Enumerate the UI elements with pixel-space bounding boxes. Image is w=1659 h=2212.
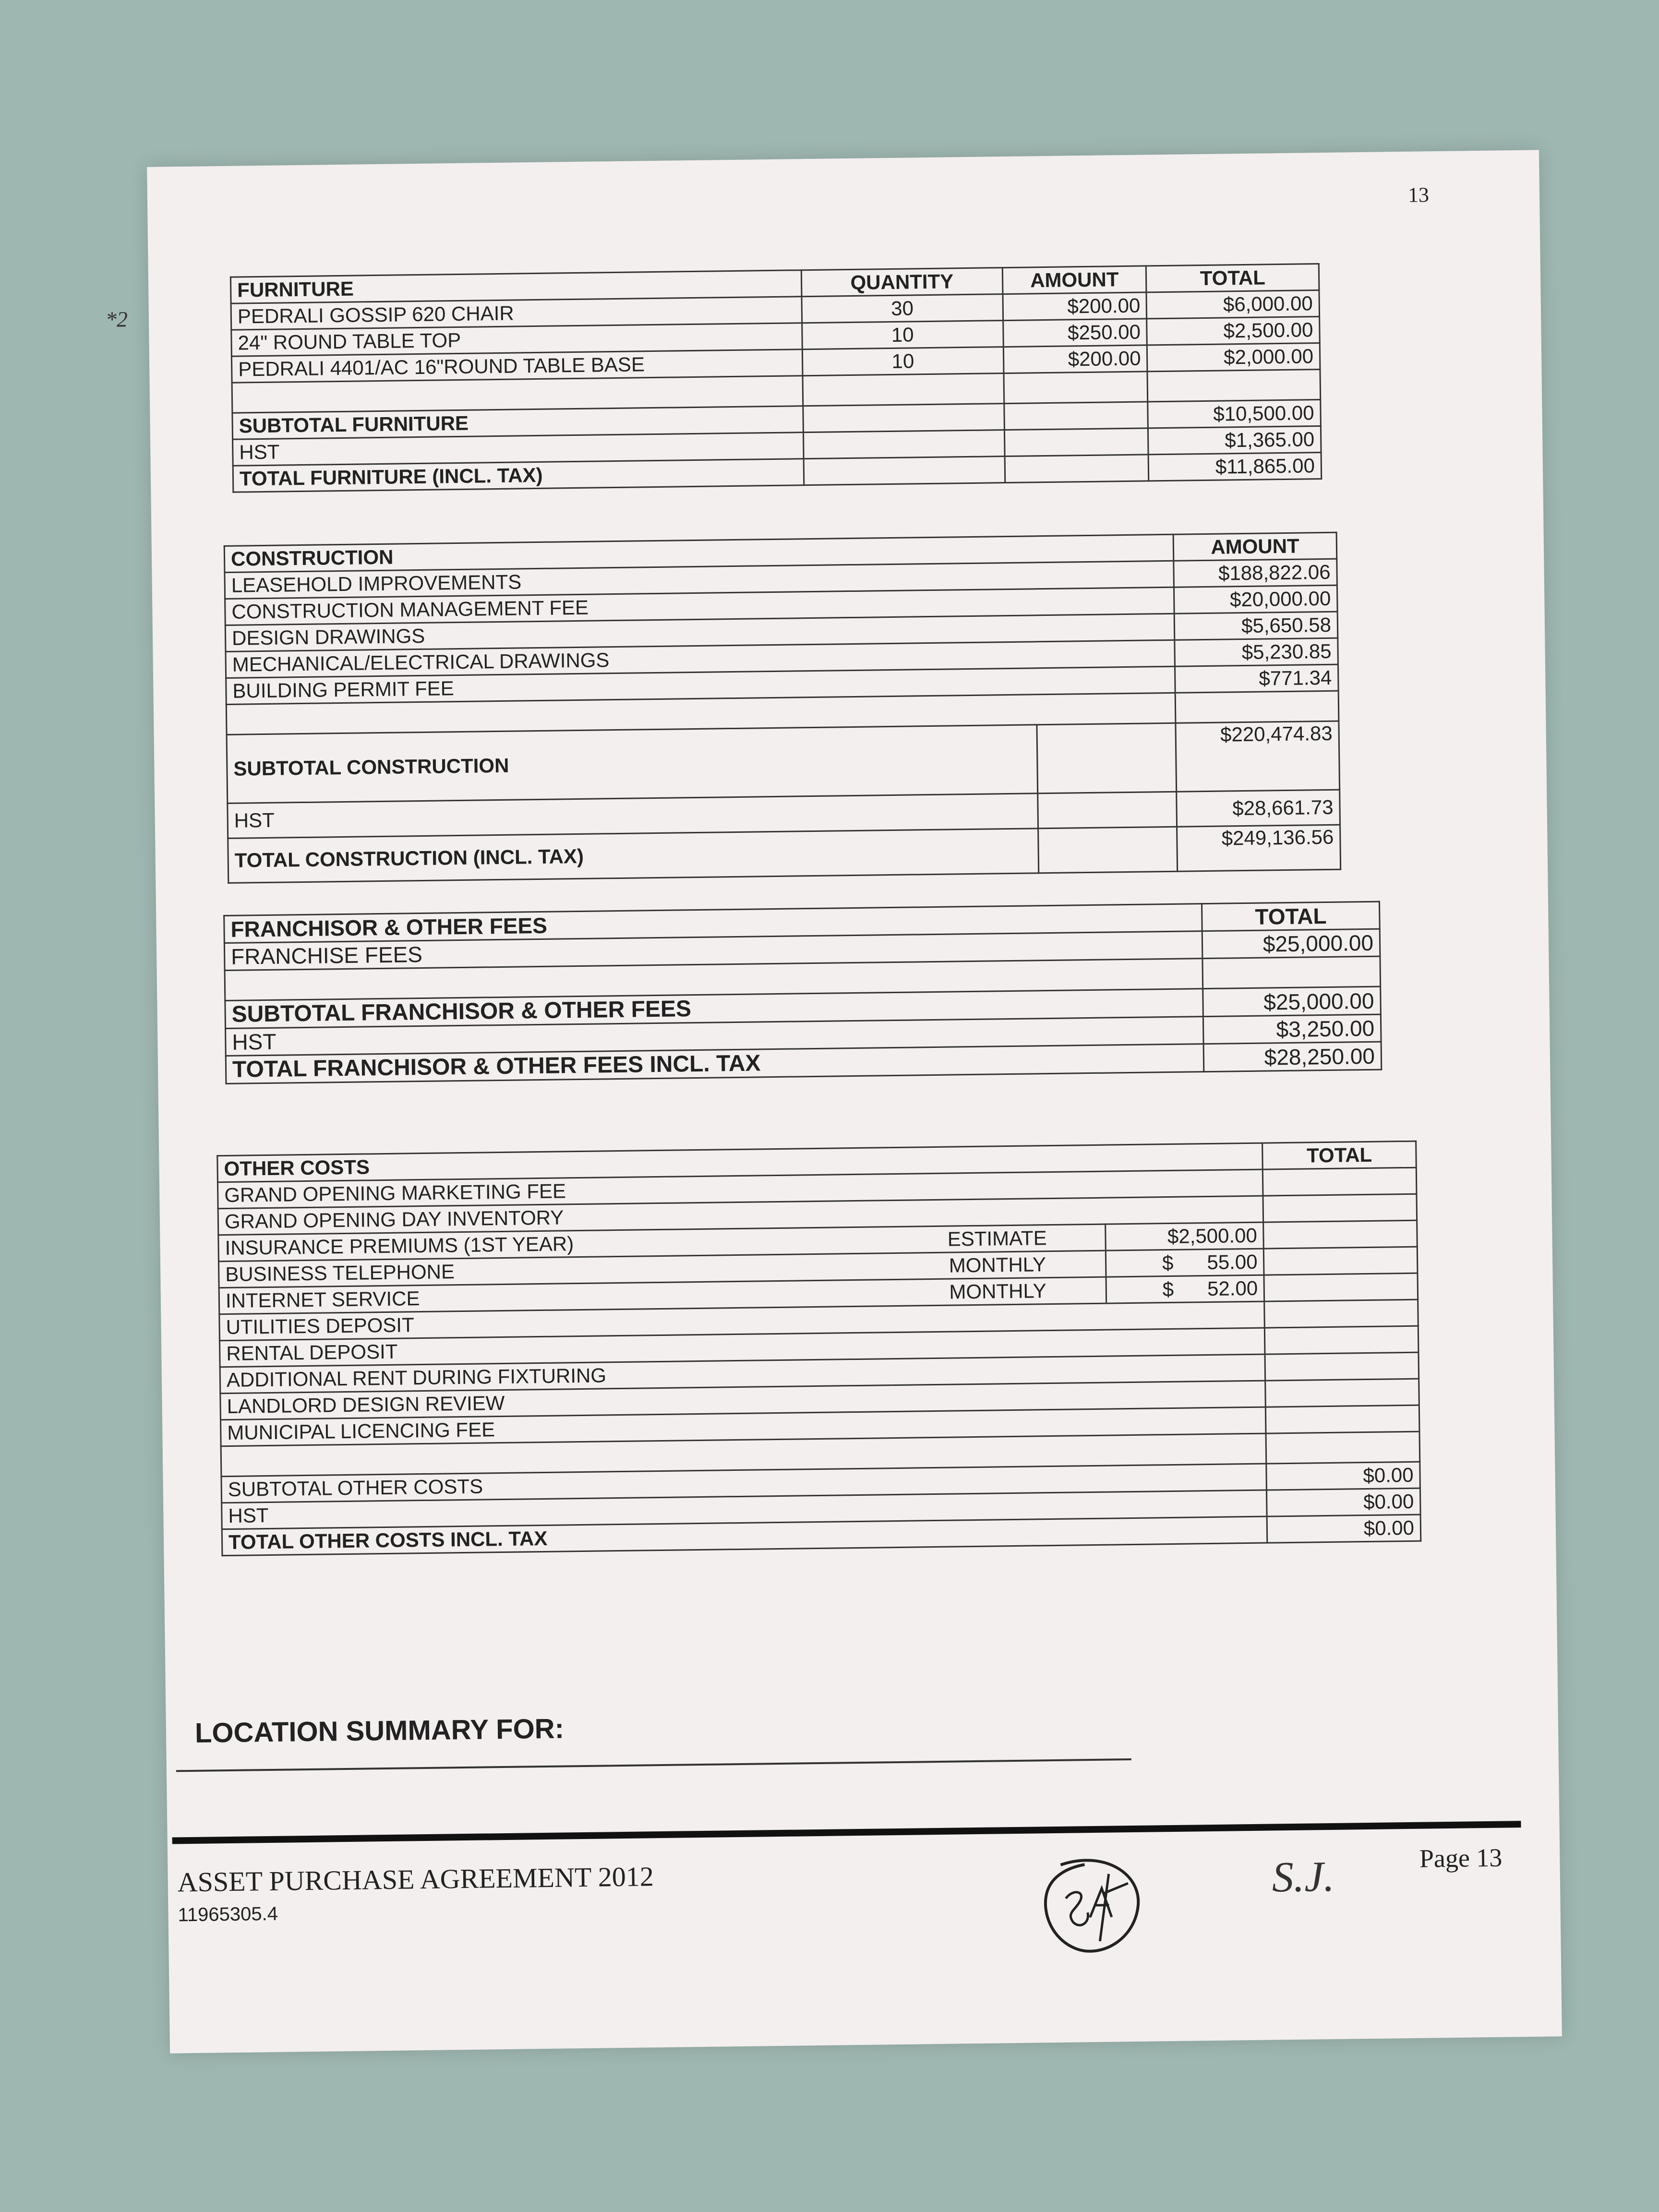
total-label: TOTAL FRANCHISOR & OTHER FEES INCL. TAX bbox=[226, 1044, 1204, 1084]
subtotal-value: $0.00 bbox=[1266, 1462, 1420, 1490]
subtotal-value: $25,000.00 bbox=[1203, 986, 1381, 1017]
construction-header: CONSTRUCTION bbox=[224, 534, 1174, 572]
item-quantity: 10 bbox=[802, 321, 1003, 349]
hst-label: HST bbox=[233, 433, 804, 466]
hst-label: HST bbox=[222, 1490, 1267, 1529]
page-number: 13 bbox=[1407, 183, 1430, 207]
subtotal-label: SUBTOTAL OTHER COSTS bbox=[221, 1464, 1267, 1503]
item-name: ADDITIONAL RENT DURING FIXTURING bbox=[220, 1354, 1265, 1394]
handwritten-initials: S.J. bbox=[1272, 1852, 1335, 1901]
item-name: FRANCHISE FEES bbox=[224, 931, 1202, 971]
item-amount: $771.34 bbox=[1175, 664, 1338, 693]
total-value: $0.00 bbox=[1267, 1515, 1421, 1543]
total-label: TOTAL OTHER COSTS INCL. TAX bbox=[222, 1516, 1267, 1556]
handwritten-initials-seal bbox=[1032, 1845, 1148, 1961]
franchisor-header: FRANCHISOR & OTHER FEES bbox=[224, 904, 1202, 943]
total-label: TOTAL CONSTRUCTION (INCL. TAX) bbox=[228, 829, 1039, 883]
document-page bbox=[105, 150, 1562, 2053]
furniture-table bbox=[230, 263, 1322, 493]
item-name: INSURANCE PREMIUMS (1ST YEAR) bbox=[218, 1227, 890, 1262]
construction-table bbox=[224, 532, 1341, 884]
hst-value: $3,250.00 bbox=[1203, 1014, 1381, 1044]
item-quantity: 30 bbox=[802, 294, 1003, 323]
item-total: $2,000.00 bbox=[1147, 343, 1320, 372]
total-value: $28,250.00 bbox=[1203, 1042, 1381, 1072]
item-total: $6,000.00 bbox=[1146, 290, 1319, 319]
item-value: $2,500.00 bbox=[1105, 1222, 1263, 1250]
total-header: TOTAL bbox=[1146, 264, 1319, 292]
item-name: GRAND OPENING MARKETING FEE bbox=[217, 1169, 1263, 1209]
item-name: CONSTRUCTION MANAGEMENT FEE bbox=[225, 587, 1175, 625]
item-name: RENTAL DEPOSIT bbox=[219, 1328, 1265, 1367]
footer-page-number: Page 13 bbox=[1419, 1843, 1503, 1873]
total-header: TOTAL bbox=[1202, 902, 1380, 931]
hst-label: HST bbox=[228, 793, 1038, 839]
item-name: DESIGN DRAWINGS bbox=[225, 613, 1175, 651]
document-id: 11965305.4 bbox=[178, 1903, 278, 1926]
total-value: $11,865.00 bbox=[1149, 453, 1322, 481]
item-name: PEDRALI GOSSIP 620 CHAIR bbox=[231, 297, 802, 330]
item-amount: $200.00 bbox=[1003, 345, 1147, 373]
item-amount: $5,650.58 bbox=[1174, 612, 1337, 640]
other-costs-table bbox=[216, 1141, 1421, 1556]
item-amount: $188,822.06 bbox=[1174, 559, 1337, 587]
item-note: MONTHLY bbox=[890, 1250, 1106, 1279]
item-name: BUILDING PERMIT FEE bbox=[226, 666, 1176, 704]
item-amount: $5,230.85 bbox=[1175, 638, 1338, 666]
item-amount: $20,000.00 bbox=[1174, 585, 1337, 613]
item-name: INTERNET SERVICE bbox=[219, 1280, 890, 1314]
item-name: LANDLORD DESIGN REVIEW bbox=[220, 1381, 1266, 1420]
hst-value: $1,365.00 bbox=[1148, 426, 1321, 455]
item-name: BUSINESS TELEPHONE bbox=[218, 1253, 890, 1288]
location-summary-label: LOCATION SUMMARY FOR: bbox=[194, 1713, 565, 1749]
item-value: $ 55.00 bbox=[1106, 1249, 1264, 1277]
handwritten-annotation: *2 bbox=[105, 307, 128, 332]
other-costs-header: OTHER COSTS bbox=[217, 1143, 1263, 1182]
footer-rule bbox=[172, 1821, 1521, 1844]
subtotal-label: SUBTOTAL FRANCHISOR & OTHER FEES bbox=[225, 989, 1203, 1029]
item-value: $ 52.00 bbox=[1106, 1275, 1264, 1303]
item-total: $2,500.00 bbox=[1147, 317, 1320, 345]
item-name: UTILITIES DEPOSIT bbox=[219, 1301, 1265, 1341]
total-label: TOTAL FURNITURE (INCL. TAX) bbox=[233, 459, 804, 493]
item-quantity: 10 bbox=[802, 347, 1004, 376]
item-note: ESTIMATE bbox=[890, 1224, 1106, 1253]
furniture-header: FURNITURE bbox=[230, 270, 801, 304]
hst-value: $0.00 bbox=[1267, 1488, 1420, 1516]
subtotal-label: SUBTOTAL FURNITURE bbox=[232, 406, 803, 440]
subtotal-label: SUBTOTAL CONSTRUCTION bbox=[227, 725, 1037, 804]
hst-label: HST bbox=[226, 1017, 1204, 1056]
total-header: TOTAL bbox=[1262, 1141, 1416, 1169]
item-name: MUNICIPAL LICENCING FEE bbox=[220, 1407, 1266, 1446]
subtotal-value: $10,500.00 bbox=[1148, 400, 1321, 428]
item-name: PEDRALI 4401/AC 16"ROUND TABLE BASE bbox=[231, 349, 802, 383]
franchisor-table bbox=[223, 901, 1382, 1084]
item-name: GRAND OPENING DAY INVENTORY bbox=[218, 1196, 1263, 1235]
quantity-header: QUANTITY bbox=[801, 268, 1003, 297]
hst-value: $28,661.73 bbox=[1177, 790, 1340, 827]
item-name: 24" ROUND TABLE TOP bbox=[231, 323, 802, 357]
signature-line bbox=[176, 1758, 1131, 1772]
item-total: $25,000.00 bbox=[1202, 929, 1380, 959]
item-amount: $250.00 bbox=[1003, 319, 1147, 347]
subtotal-value: $220,474.83 bbox=[1176, 721, 1340, 792]
item-note: MONTHLY bbox=[890, 1277, 1106, 1306]
amount-header: AMOUNT bbox=[1002, 266, 1146, 294]
item-amount: $200.00 bbox=[1003, 292, 1147, 321]
item-name: LEASEHOLD IMPROVEMENTS bbox=[225, 561, 1174, 599]
item-name: MECHANICAL/ELECTRICAL DRAWINGS bbox=[226, 640, 1175, 678]
total-value: $249,136.56 bbox=[1177, 825, 1341, 871]
footer-title: ASSET PURCHASE AGREEMENT 2012 bbox=[177, 1861, 654, 1898]
amount-header: AMOUNT bbox=[1173, 532, 1336, 561]
